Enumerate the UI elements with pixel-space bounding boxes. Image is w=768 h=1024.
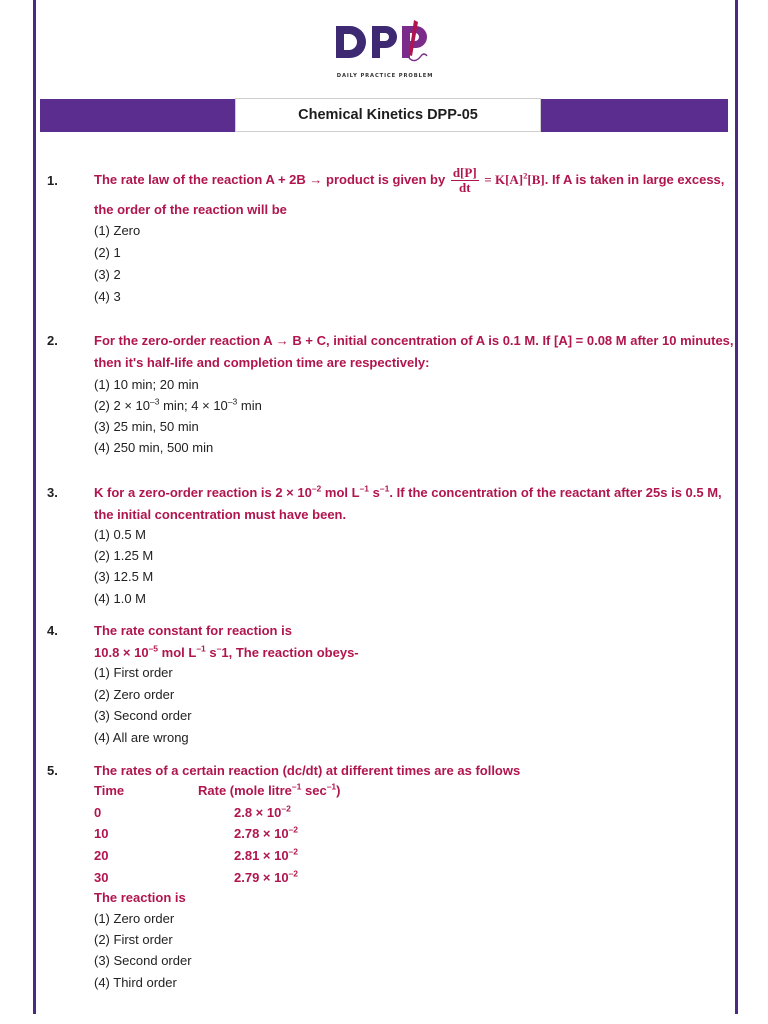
option: (2) 1	[94, 245, 121, 260]
superscript: –2	[288, 824, 299, 835]
text-segment: min; 4 × 10	[159, 398, 228, 413]
text-segment: 10.8 × 10	[94, 645, 149, 660]
question-number: 5.	[47, 763, 58, 778]
text-segment: s	[369, 485, 380, 500]
table-cell-time: 0	[94, 805, 102, 820]
text-segment: (4) 250 min, 500 min	[94, 440, 214, 455]
question-stem-line2: the initial concentration must have been.	[94, 507, 347, 522]
option: (1) Zero	[94, 223, 141, 238]
option: (4) All are wrong	[94, 730, 189, 745]
question-stem	[94, 482, 734, 504]
superscript: –1	[291, 781, 302, 792]
text-segment: = K[A]	[484, 172, 524, 187]
text-segment: Rate (mole litre	[198, 783, 292, 798]
option: (1) 0.5 M	[94, 527, 147, 542]
text-segment: s	[205, 645, 217, 660]
question-stem-line2: then it's half-life and completion time are respectively:	[94, 355, 430, 370]
stem-text: . If A is taken in large excess,	[544, 172, 725, 187]
table-header-rate	[198, 783, 341, 798]
option: (4) Third order	[94, 975, 177, 990]
option: (4) 3	[94, 289, 121, 304]
dpp-logo	[330, 18, 440, 88]
text-segment: 2.8 × 10	[234, 805, 282, 820]
text-segment: mol L	[321, 485, 360, 500]
option: (3) Second order	[94, 708, 192, 723]
text-segment: (1) 10 min; 20 min	[94, 377, 199, 392]
superscript: 2	[523, 170, 528, 181]
option: (2) First order	[94, 932, 173, 947]
option: (3) 12.5 M	[94, 569, 154, 584]
text-segment: 2.78 × 10	[234, 826, 289, 841]
option	[94, 376, 199, 394]
question-number: 2.	[47, 333, 58, 348]
question-number: 4.	[47, 623, 58, 638]
option: (1) Zero order	[94, 911, 175, 926]
table-cell-time: 20	[94, 848, 109, 863]
superscript: –1	[326, 781, 337, 792]
logo-tagline: DAILY PRACTICE PROBLEM	[336, 73, 434, 79]
text-segment: K for a zero-order reaction is 2 × 10	[94, 485, 312, 500]
question-number: 3.	[47, 485, 58, 500]
superscript: –1	[379, 483, 390, 494]
question-stem: For the zero-order reaction A → B + C, initial concentration of A is 0.1 M. If [A] = 0.08 M after 10 minutes,	[94, 333, 734, 348]
question-stem: The rates of a certain reaction (dc/dt) at different times are as follows	[94, 763, 521, 778]
text-segment: . If the concentration of the reactant after 25s is 0.5 M,	[389, 485, 722, 500]
question-stem-line2: the order of the reaction will be	[94, 202, 287, 217]
text-segment: 2.81 × 10	[234, 848, 289, 863]
text-segment: [B]	[527, 172, 545, 187]
option: (2) 1.25 M	[94, 548, 154, 563]
question-stem	[94, 158, 734, 202]
table-cell-rate	[234, 848, 298, 863]
dpp-logo-mark	[330, 18, 440, 74]
table-cell-rate	[234, 805, 291, 820]
stem-text: The rate law of the reaction A + 2B → product is given by	[94, 172, 446, 187]
superscript: –5	[148, 643, 159, 654]
option	[94, 397, 262, 415]
option: (3) 2	[94, 267, 121, 282]
option	[94, 418, 199, 436]
superscript: –	[216, 643, 222, 654]
question-stem-after-table: The reaction is	[94, 890, 186, 905]
text-segment: 1, The reaction obeys-	[221, 645, 359, 660]
table-cell-time: 10	[94, 826, 109, 841]
option: (4) 1.0 M	[94, 591, 147, 606]
text-segment: )	[336, 783, 341, 798]
text-segment: (3) 25 min, 50 min	[94, 419, 199, 434]
page-border-right	[735, 0, 738, 1014]
option: (3) Second order	[94, 953, 192, 968]
superscript: –3	[150, 396, 160, 407]
rate-fraction	[451, 166, 479, 195]
superscript: –1	[196, 643, 206, 654]
question-stem-line2	[94, 642, 734, 664]
superscript: –2	[288, 868, 299, 879]
table-cell-time: 30	[94, 870, 109, 885]
text-segment: (2) 2 × 10	[94, 398, 151, 413]
table-cell-rate	[234, 826, 298, 841]
superscript: –2	[311, 483, 322, 494]
fraction-denominator: dt	[458, 180, 471, 196]
text-segment: mol L	[158, 645, 197, 660]
superscript: –1	[359, 483, 370, 494]
table-cell-rate	[234, 870, 298, 885]
question-number: 1.	[47, 173, 58, 188]
superscript: –3	[227, 396, 238, 407]
rate-law-expression	[484, 172, 544, 187]
text-segment: 2.79 × 10	[234, 870, 289, 885]
page-title: Chemical Kinetics DPP-05	[235, 98, 541, 132]
option: (2) Zero order	[94, 687, 175, 702]
superscript: –2	[281, 803, 291, 814]
fraction-numerator: d[P]	[452, 165, 477, 181]
text-segment: min	[237, 398, 262, 413]
page-border-left	[33, 0, 36, 1014]
superscript: –2	[288, 846, 299, 857]
question-stem: The rate constant for reaction is	[94, 623, 292, 638]
option: (1) First order	[94, 665, 173, 680]
option	[94, 439, 213, 457]
table-header-time: Time	[94, 783, 125, 798]
text-segment: sec	[301, 783, 327, 798]
